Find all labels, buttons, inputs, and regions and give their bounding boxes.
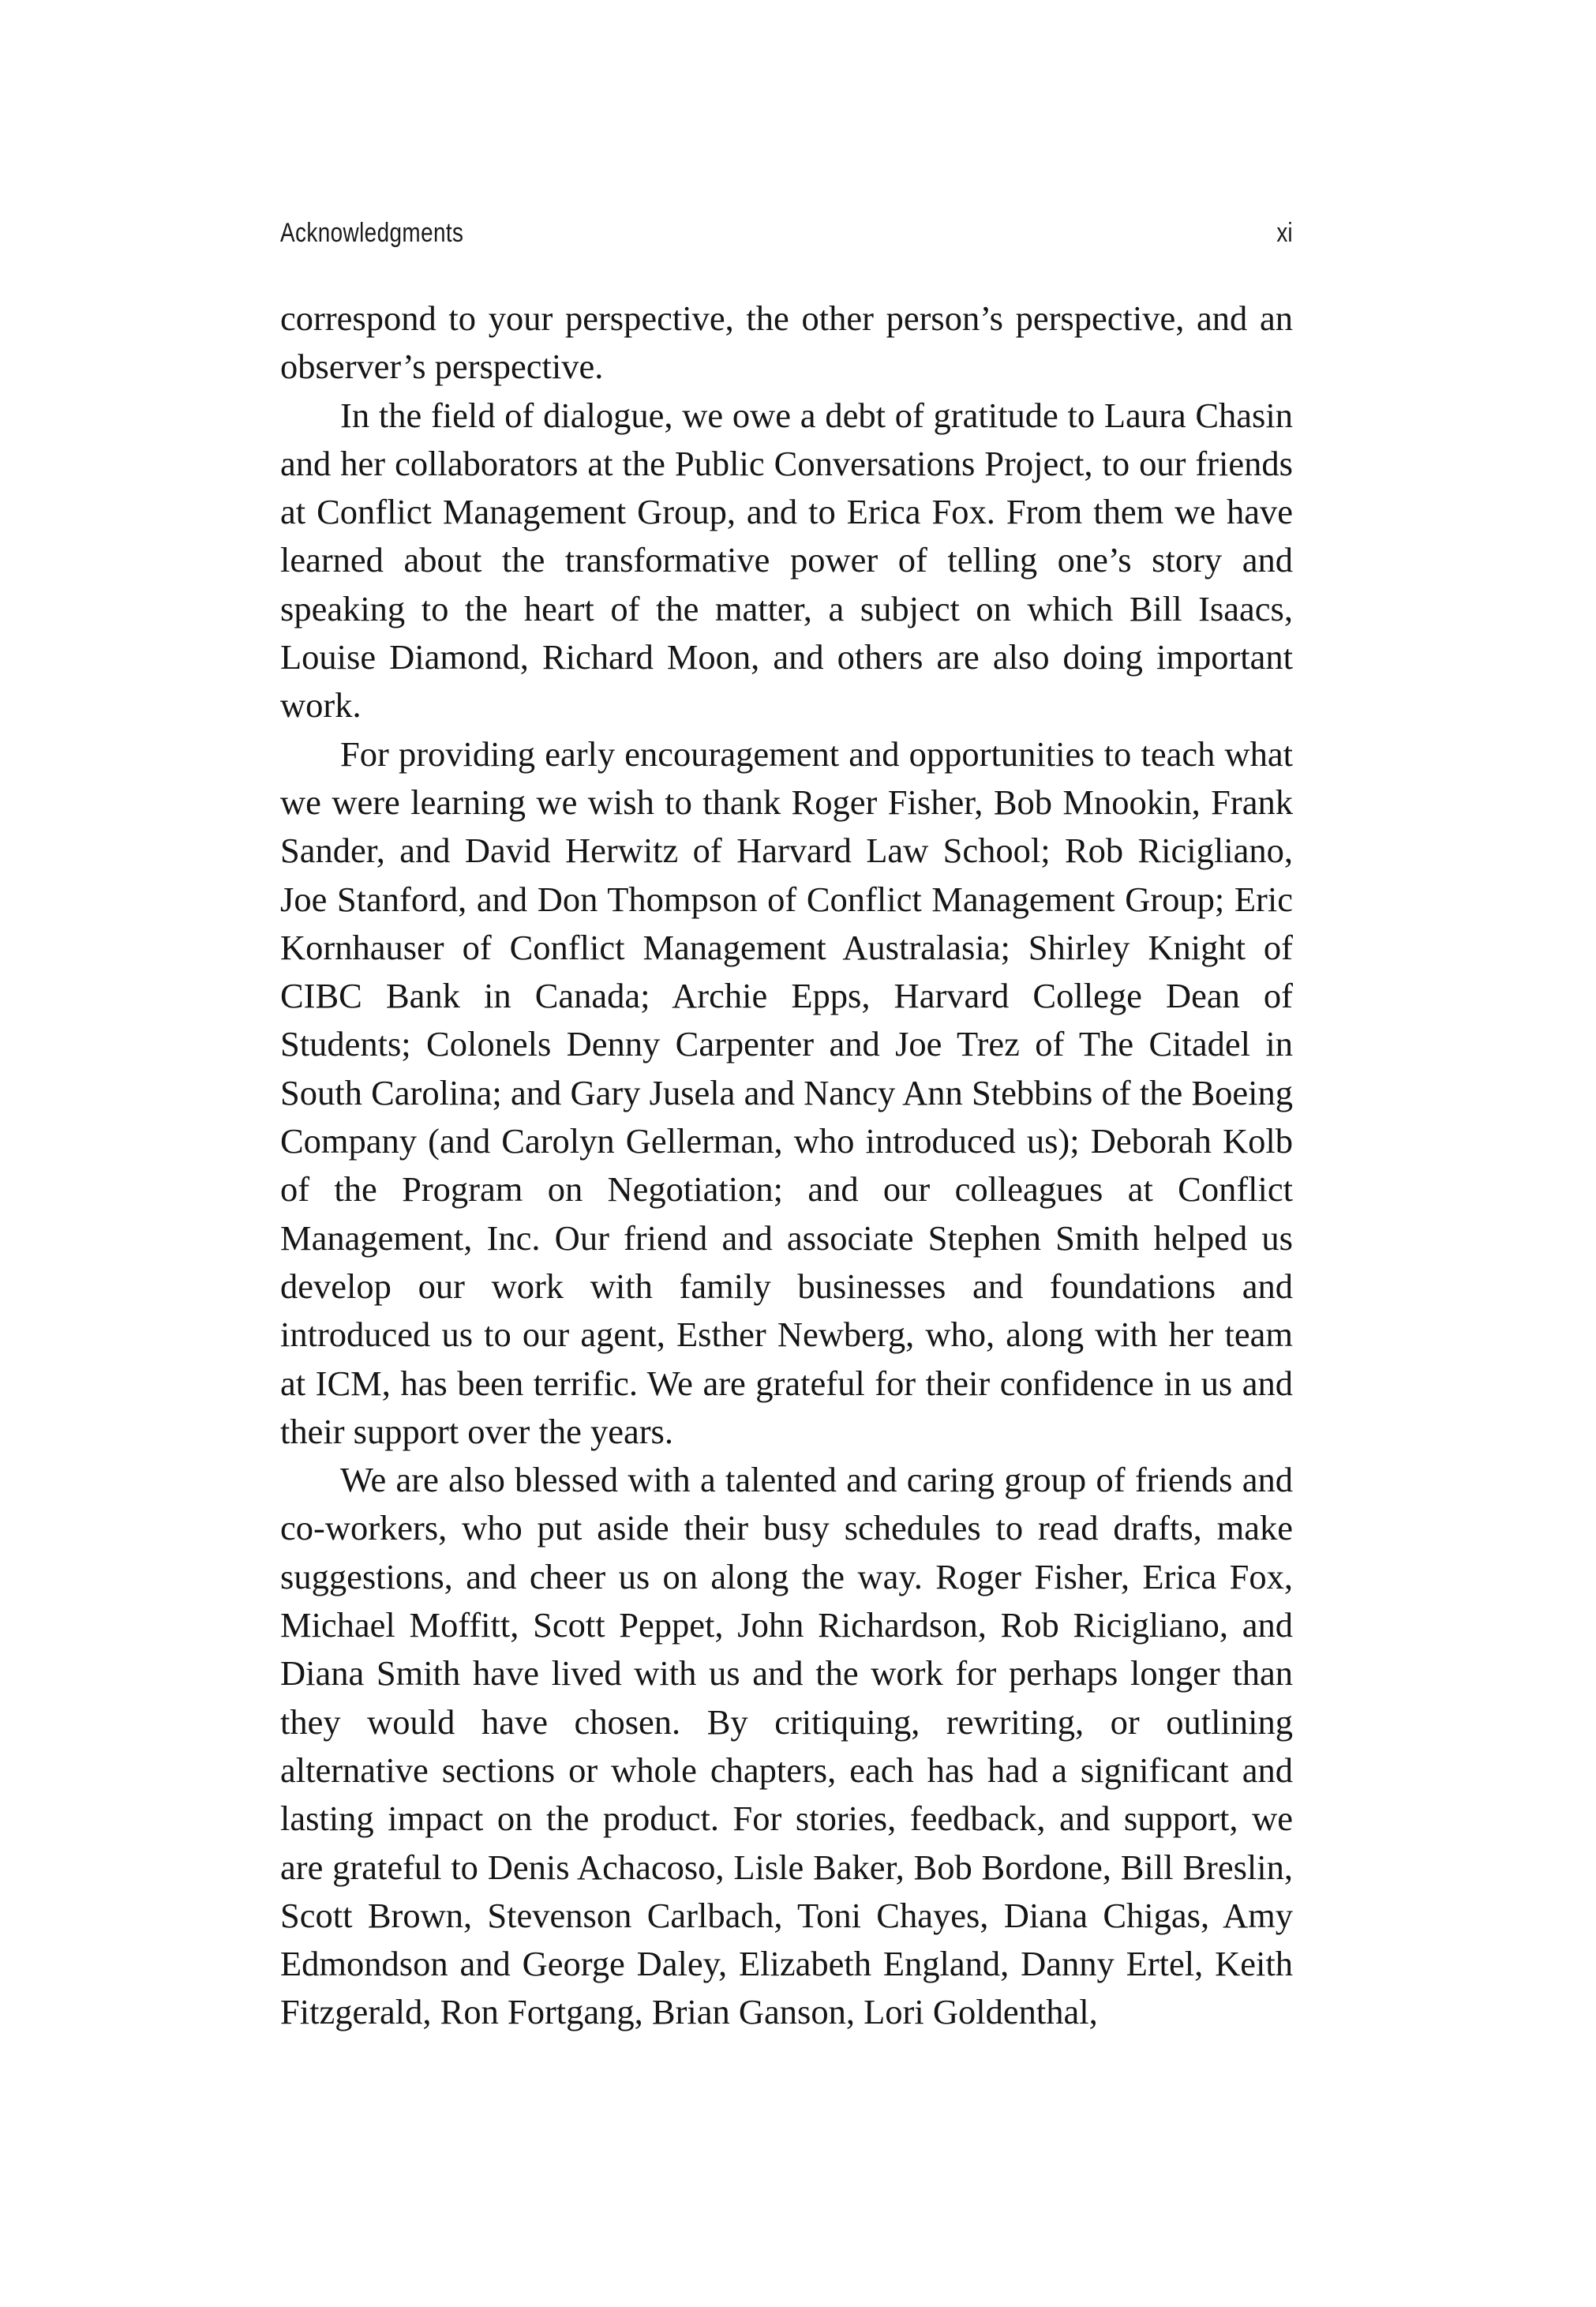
running-head: [280, 218, 1293, 257]
paragraph-continued: correspond to your perspective, the other person’s perspective, and an observer’s perspective.: [280, 298, 1293, 387]
paragraph-dialogue: In the field of dialogue, we owe a debt of gratitude to Laura Chasin and her collaborators at the Public Conversations Project, to our friends at Conflict Management Group, and to Erica Fox. From them we have learned about the transformative power of telling one’s story and speaking to the heart of the matter, a subject on which Bill Isaacs, Louise Diamond, Richard Moon, and others are also doing important work.: [280, 395, 1293, 726]
page-number: xi: [1276, 218, 1293, 248]
paragraph-encouragement: For providing early encouragement and opportunities to teach what we were learning we wish to thank Roger Fisher, Bob Mnookin, Frank Sander, and David Herwitz of Harvard Law School; Rob Ricigliano, Joe Stanford, and Don Thompson of Conflict Management Group; Eric Kornhauser of Conflict Management Australasia; Shirley Knight of CIBC Bank in Canada; Archie Epps, Harvard College Dean of Students; Colonels Denny Carpenter and Joe Trez of The Citadel in South Carolina; and Gary Jusela and Nancy Ann Stebbins of the Boeing Company (and Carolyn Gellerman, who introduced us); Deborah Kolb of the Program on Negotiation; and our colleagues at Conflict Management, Inc. Our friend and associate Stephen Smith helped us develop our work with family businesses and foundations and introduced us to our agent, Esther Newberg, who, along with her team at ICM, has been terrific. We are grateful for their confidence in us and their support over the years.: [280, 733, 1293, 1451]
paragraph-friends: We are also blessed with a talented and caring group of friends and co-workers, who put aside their busy schedules to read drafts, make suggestions, and cheer us on along the way. Roger Fisher, Erica Fox, Michael Moffitt, Scott Peppet, John Richardson, Rob Ricigliano, and Diana Smith have lived with us and the work for perhaps longer than they would have chosen. By critiquing, rewriting, or outlining alternative sections or whole chapters, each has had a significant and lasting impact on the product. For stories, feedback, and support, we are grateful to Denis Achacoso, Lisle Baker, Bob Bordone, Bill Breslin, Scott Brown, Stevenson Carlbach, Toni Chayes, Diana Chigas, Amy Edmondson and George Daley, Elizabeth England, Danny Ertel, Keith Fitzgerald, Ron Fortgang, Brian Ganson, Lori Goldenthal,: [280, 1460, 1293, 2032]
running-head-title: Acknowledgments: [280, 218, 464, 248]
body-text: [280, 294, 1293, 2037]
